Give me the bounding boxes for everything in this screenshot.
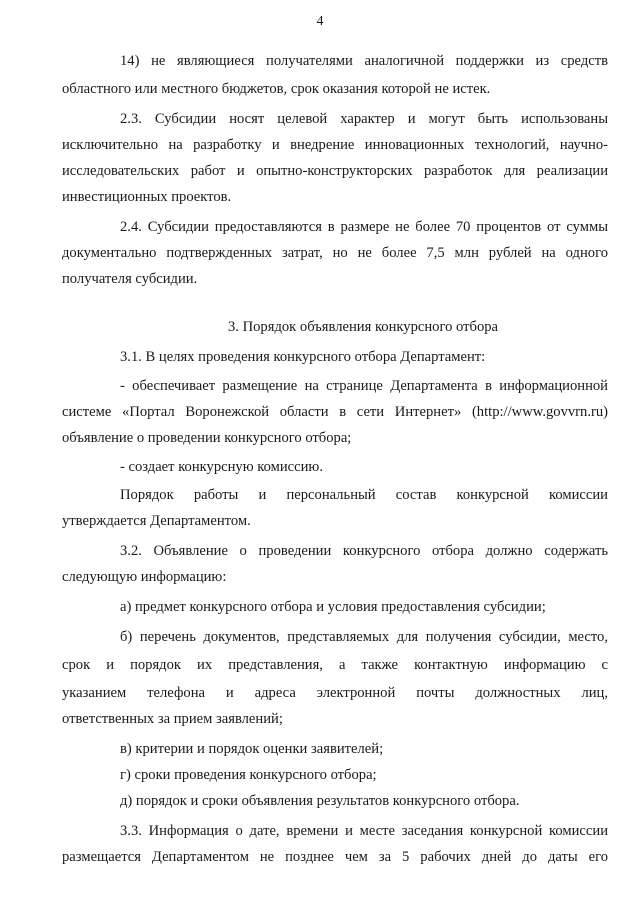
text-line: в) критерии и порядок оценки заявителей; bbox=[120, 741, 384, 757]
text-line: 2.3. Субсидии носят целевой характер и могут быть использованы bbox=[120, 111, 608, 127]
text-line: д) порядок и сроки объявления результатов конкурсного отбора. bbox=[120, 793, 520, 809]
text-line: ответственных за прием заявлений; bbox=[62, 711, 283, 727]
text-line: - обеспечивает размещение на странице Департамента в информационной bbox=[120, 378, 608, 394]
text-line: 3.3. Информация о дате, времени и месте заседания конкурсной комиссии bbox=[120, 823, 608, 839]
text-line: 14) не являющиеся получателями аналогичной поддержки из средств bbox=[120, 53, 608, 69]
text-line: указанием телефона и адреса электронной почты должностных лиц, bbox=[62, 685, 608, 701]
text-line: следующую информацию: bbox=[62, 569, 227, 585]
text-line: объявление о проведении конкурсного отбора; bbox=[62, 430, 352, 446]
text-line: б) перечень документов, представляемых для получения субсидии, место, bbox=[120, 629, 608, 645]
text-line: документально подтвержденных затрат, но не более 7,5 млн рублей на одного bbox=[62, 245, 608, 261]
text-line: системе «Портал Воронежской области в сети Интернет» (http://www.govvrn.ru) bbox=[62, 404, 608, 420]
text-line: размещается Департаментом не позднее чем за 5 рабочих дней до даты его bbox=[62, 849, 608, 865]
text-line: - создает конкурсную комиссию. bbox=[120, 459, 323, 475]
text-line: 3.2. Объявление о проведении конкурсного отбора должно содержать bbox=[120, 543, 608, 559]
text-line: получателя субсидии. bbox=[62, 271, 198, 287]
section-heading: 3. Порядок объявления конкурсного отбора bbox=[228, 319, 499, 335]
text-line: 2.4. Субсидии предоставляются в размере не более 70 процентов от суммы bbox=[120, 219, 608, 235]
text-line: Порядок работы и персональный состав конкурсной комиссии bbox=[120, 487, 608, 503]
text-line: 3.1. В целях проведения конкурсного отбора Департамент: bbox=[120, 349, 486, 365]
text-line: срок и порядок их представления, а также контактную информацию с bbox=[62, 657, 608, 673]
text-line: инвестиционных проектов. bbox=[62, 189, 232, 205]
text-line: г) сроки проведения конкурсного отбора; bbox=[120, 767, 377, 783]
page-number: 4 bbox=[316, 14, 324, 29]
text-line: утверждается Департаментом. bbox=[62, 513, 251, 529]
text-line: исследовательских работ и опытно-конструкторских разработок для реализации bbox=[62, 163, 608, 179]
text-line: исключительно на разработку и внедрение инновационных технологий, научно- bbox=[62, 137, 608, 153]
text-line: а) предмет конкурсного отбора и условия предоставления субсидии; bbox=[120, 599, 546, 615]
text-line: областного или местного бюджетов, срок оказания которой не истек. bbox=[62, 81, 491, 97]
